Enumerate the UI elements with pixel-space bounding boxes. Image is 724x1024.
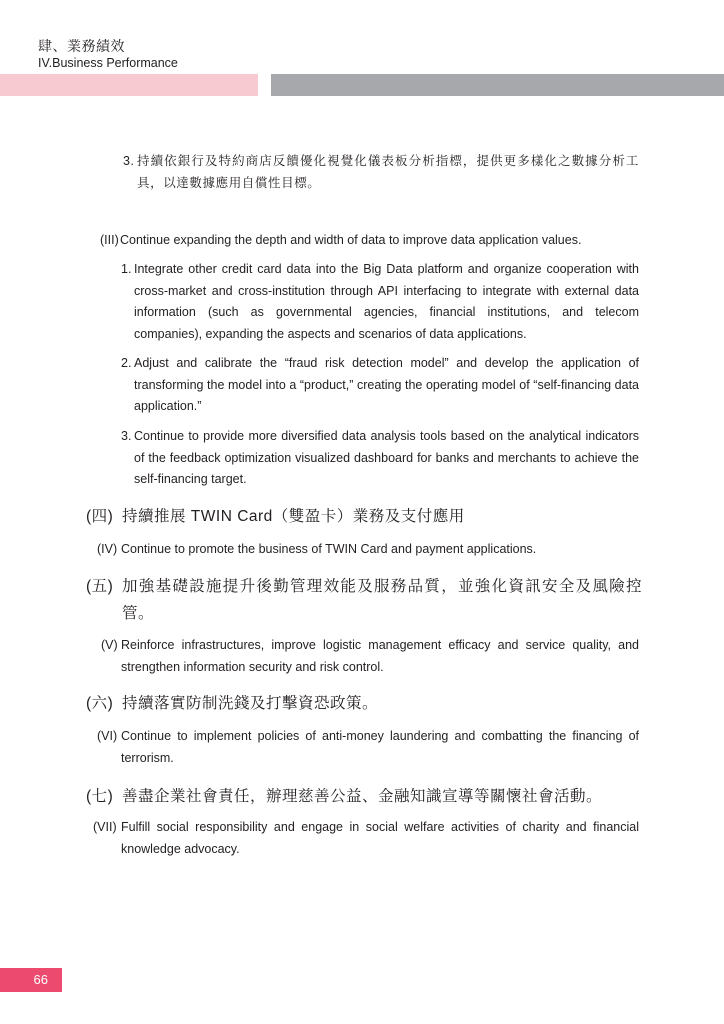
- section-heading-zh: [86, 783, 642, 810]
- section-title: Continue to promote the business of TWIN Card and payment applications.: [121, 542, 537, 556]
- section-title: 善盡企業社會責任，辦理慈善公益、金融知識宣導等關懷社會活動。: [122, 788, 603, 805]
- section-title: Fulfill social responsibility and engage in social welfare activities of charity and financial knowledge advocacy.: [121, 820, 639, 856]
- section-heading-zh: [86, 503, 642, 530]
- section-heading-en: [101, 635, 639, 678]
- section-number: (VII): [93, 820, 117, 834]
- header-bar-pink: [0, 74, 258, 96]
- section-number: (V): [101, 638, 118, 652]
- section-heading-en: [97, 726, 639, 769]
- list-item: [121, 259, 639, 346]
- section-number: (五): [86, 578, 114, 595]
- item-number: 3.: [121, 429, 132, 443]
- page-number: 66: [0, 968, 62, 992]
- item-number: 1.: [121, 262, 132, 276]
- section-title: Continue expanding the depth and width of data to improve data application values.: [120, 233, 582, 247]
- section-title: 持續落實防制洗錢及打擊資恐政策。: [122, 695, 379, 712]
- zh-list-item-3: [123, 150, 639, 194]
- section-heading-zh: [86, 573, 642, 627]
- chapter-title-zh: 肆、業務績效: [38, 38, 125, 54]
- item-text: Adjust and calibrate the “fraud risk detection model” and develop the application of transforming the model into a “product,” creating the operating model of “self-financing data application.”: [134, 356, 639, 414]
- section-heading-en: [93, 817, 639, 860]
- item-text: Continue to provide more diversified data analysis tools based on the analytical indicators of the feedback optimization visualized dashboard for banks and merchants to achieve the self-financing target.: [134, 429, 639, 487]
- chapter-title-en: IV.Business Performance: [38, 56, 178, 70]
- section-heading-zh: [86, 690, 642, 717]
- list-item: [121, 426, 639, 491]
- section-title: Continue to implement policies of anti-money laundering and combatting the financing of terrorism.: [121, 729, 639, 765]
- item-number: 2.: [121, 356, 132, 370]
- section-number: (III): [100, 233, 119, 247]
- item-text: 持續依銀行及特約商店反饋優化視覺化儀表板分析指標，提供更多樣化之數據分析工具，以達數據應用自償性目標。: [137, 154, 639, 190]
- section-heading-en: [97, 539, 639, 561]
- item-number: 3.: [123, 154, 135, 168]
- section-title: 加強基礎設施提升後勤管理效能及服務品質，並強化資訊安全及風險控管。: [122, 578, 642, 622]
- section-number: (七): [86, 788, 114, 805]
- item-text: Integrate other credit card data into the Big Data platform and organize cooperation with cross-market and cross-institution through API interfacing to integrate with external data information (such as governmental agencies, financial institutions, and telecom companies), expanding the aspects and scenarios of data applications.: [134, 262, 639, 342]
- section-heading-en: [100, 230, 640, 252]
- section-number: (VI): [97, 729, 118, 743]
- section-title: 持續推展 TWIN Card（雙盈卡）業務及支付應用: [122, 508, 465, 525]
- list-item: [121, 353, 639, 418]
- section-number: (四): [86, 508, 114, 525]
- section-title: Reinforce infrastructures, improve logistic management efficacy and service quality, and strengthen information security and risk control.: [121, 638, 639, 674]
- section-number: (IV): [97, 542, 118, 556]
- header-bar-gray: [271, 74, 724, 96]
- section-number: (六): [86, 695, 114, 712]
